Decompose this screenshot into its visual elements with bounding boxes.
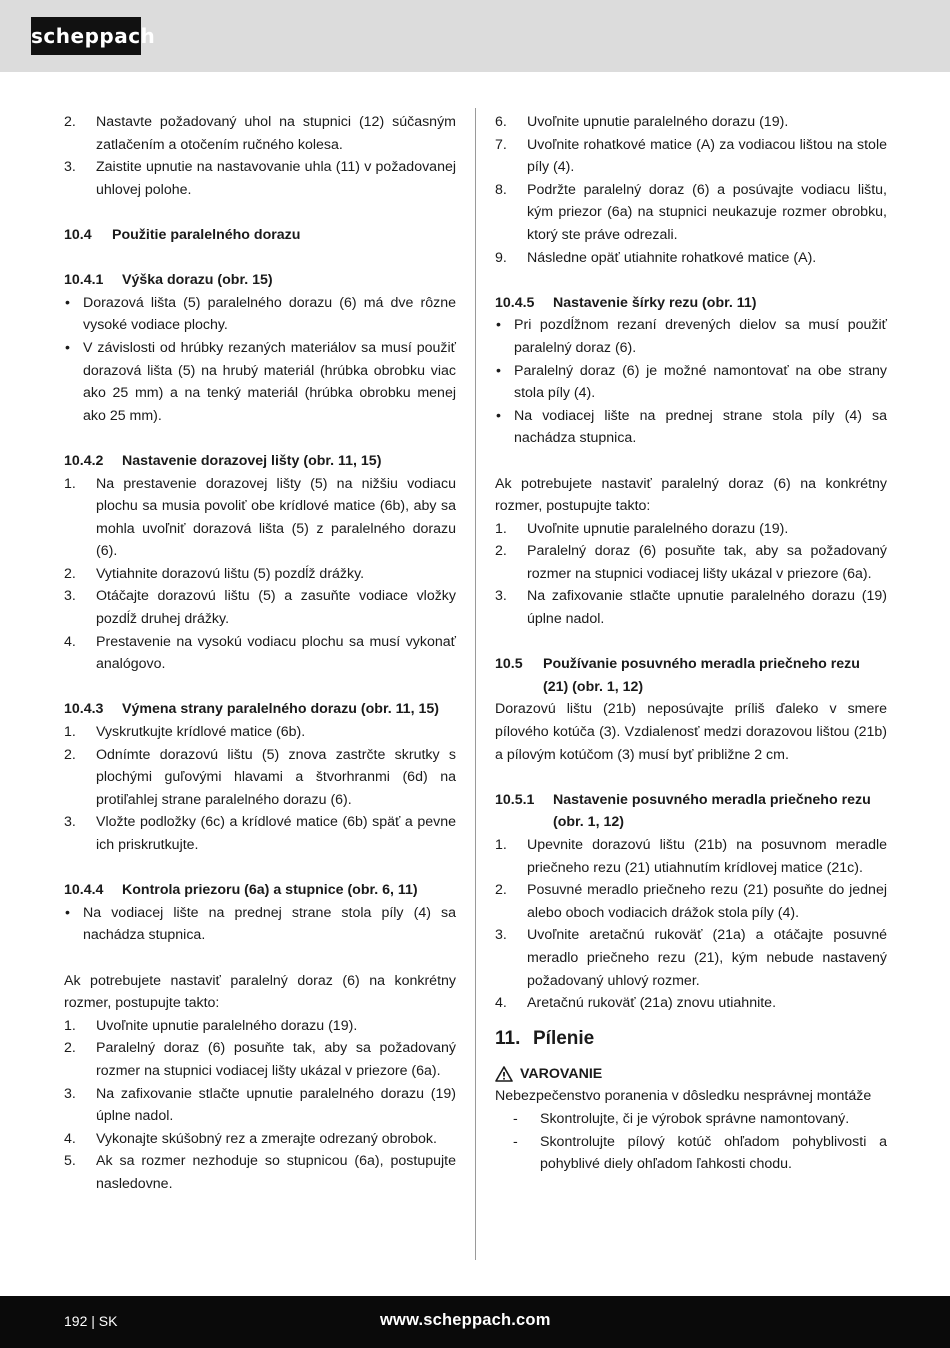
numbered-item	[64, 563, 456, 586]
section-title: Výška dorazu (obr. 15)	[122, 272, 273, 289]
paragraph: Nebezpečenstvo poranenia v dôsledku nesprávnej montáže	[495, 1088, 872, 1105]
item-marker: •	[496, 407, 501, 424]
numbered-item	[495, 924, 887, 992]
section-heading	[64, 879, 456, 902]
item-text: Uvoľnite upnutie paralelného dorazu (19).	[527, 520, 789, 537]
spacer	[64, 247, 456, 270]
spacer	[64, 676, 456, 699]
item-text: Uvoľnite rohatkové matice (A) za vodiacou lištou na stole píly (4).	[527, 136, 887, 176]
section-heading	[495, 292, 887, 315]
spacer	[64, 857, 456, 880]
section-number: 10.4.1	[64, 272, 104, 289]
item-text: Uvoľnite upnutie paralelného dorazu (19).	[527, 114, 789, 130]
item-text: Odnímte dorazovú lištu (5) znova zastrčte skrutky s plochými guľovými hlavami a štvorhranmi (6d) na protiľahlej strane paralelného dorazu (6).	[96, 746, 456, 808]
item-marker: 8.	[495, 181, 507, 198]
numbered-item	[495, 540, 887, 585]
numbered-item	[64, 585, 456, 630]
bullet-item	[495, 360, 887, 405]
item-marker: •	[496, 317, 501, 334]
bullet-item	[64, 902, 456, 947]
warning-triangle-icon	[495, 1066, 513, 1082]
numbered-item	[495, 111, 887, 134]
paragraph: Dorazovú lištu (21b) neposúvajte príliš ďaleko v smere pílového kotúča (3). Vzdialenosť medzi dorazovou lištou (21b) a pílovým kotúčom (3) musí byť približne 2 cm.	[495, 701, 887, 763]
numbered-item	[64, 721, 456, 744]
numbered-item	[64, 1037, 456, 1082]
bullet-item	[64, 337, 456, 427]
section-heading	[495, 789, 887, 834]
numbered-item	[64, 744, 456, 812]
numbered-item	[495, 179, 887, 247]
section-title: Výmena strany paralelného dorazu (obr. 11, 15)	[122, 701, 439, 718]
section-number: 10.4	[64, 226, 92, 243]
section-title: Nastavenie posuvného meradla priečneho rezu (obr. 1, 12)	[553, 791, 871, 831]
item-text: V závislosti od hrúbky rezaných materiálov sa musí použiť dorazová lišta (5) na hrubý materiál (hrúbka obrobku viac ako 25 mm) a na tenký materiál (hrúbka obrobku menej ako 25 mm).	[83, 339, 456, 424]
bullet-item	[495, 314, 887, 359]
item-text: Aretačnú rukoväť (21a) znovu utiahnite.	[527, 995, 777, 1012]
spacer	[64, 427, 456, 450]
warning-heading	[495, 1063, 887, 1086]
bullet-item	[64, 292, 456, 337]
section-number: 10.4.4	[64, 882, 104, 899]
column-divider	[475, 108, 476, 1260]
item-text: Pri pozdĺžnom rezaní drevených dielov sa musí použiť paralelný doraz (6).	[514, 317, 887, 356]
item-marker: -	[513, 1133, 518, 1150]
item-text: Uvoľnite upnutie paralelného dorazu (19).	[96, 1017, 358, 1034]
section-number: 10.5	[495, 656, 523, 673]
item-text: Paralelný doraz (6) je možné namontovať na obe strany stola píly (4).	[514, 362, 887, 402]
item-text: Skontrolujte pílový kotúč ohľadom pohyblivosti a pohyblivé diely ohľadom ľahkosti chodu.	[540, 1133, 887, 1173]
item-marker: 2.	[64, 746, 76, 763]
page-header	[0, 0, 950, 72]
section-heading	[64, 698, 456, 721]
item-marker: 4.	[64, 1130, 76, 1147]
spacer	[495, 631, 887, 654]
section-number: 10.5.1	[495, 791, 535, 808]
item-text: Ak sa rozmer nezhoduje so stupnicou (6a), postupujte nasledovne.	[96, 1153, 456, 1192]
section-title: Nastavenie dorazovej lišty (obr. 11, 15)	[122, 452, 382, 469]
numbered-item	[64, 473, 456, 563]
item-text: Vložte podložky (6c) a krídlové matice (6b) späť a pevne ich priskrutkujte.	[96, 814, 456, 853]
item-marker: •	[65, 904, 70, 921]
item-marker: 9.	[495, 249, 507, 266]
item-marker: •	[65, 339, 70, 356]
numbered-item	[495, 992, 887, 1015]
item-marker: 6.	[495, 114, 507, 130]
item-marker: 1.	[64, 475, 76, 492]
item-text: Uvoľnite aretačnú rukoväť (21a) a otáčajte posuvné meradlo priečneho rezu (21), kým nebude nastavený požadovaný uhlový rozmer.	[527, 927, 887, 989]
section-heading	[64, 269, 456, 292]
item-text: Nastavte požadovaný uhol na stupnici (12) súčasným zatlačením a otočením ručného kolesa.	[96, 114, 456, 153]
item-marker: 1.	[495, 837, 507, 853]
section-title: Používanie posuvného meradla priečneho rezu (21) (obr. 1, 12)	[543, 656, 860, 695]
spacer	[64, 201, 456, 224]
item-marker: 1.	[64, 724, 76, 741]
item-text: Na vodiacej lište na prednej strane stola píly (4) sa nachádza stupnica.	[83, 904, 456, 944]
item-text: Prestavenie na vysokú vodiacu plochu sa musí vykonať analógovo.	[96, 633, 456, 673]
section-number: 10.4.5	[495, 294, 535, 311]
dash-item	[495, 1131, 887, 1176]
left-column	[64, 111, 456, 1196]
numbered-item	[64, 811, 456, 856]
section-title: Nastavenie šírky rezu (obr. 11)	[553, 294, 757, 311]
item-text: Dorazová lišta (5) paralelného dorazu (6) má dve rôzne vysoké vodiace plochy.	[83, 294, 456, 334]
item-marker: 4.	[495, 995, 507, 1012]
numbered-item	[495, 518, 887, 541]
numbered-item	[64, 1128, 456, 1151]
item-marker: 3.	[495, 588, 507, 605]
right-column	[495, 111, 887, 1176]
spacer	[495, 1052, 887, 1063]
numbered-item	[495, 879, 887, 924]
spacer	[495, 450, 887, 473]
item-text: Podržte paralelný doraz (6) a posúvajte vodiacu lištu, kým priezor (6a) na stupnici neukazuje rozmer obrobku, ktorý ste práve odrezali.	[527, 181, 887, 243]
item-marker: 2.	[495, 882, 507, 899]
paragraph: Ak potrebujete nastaviť paralelný doraz (6) na konkrétny rozmer, postupujte takto:	[64, 972, 456, 1012]
item-text: Na zafixovanie stlačte upnutie paralelného dorazu (19) úplne nadol.	[527, 588, 887, 628]
brand-logo: scheppach	[31, 17, 141, 55]
item-marker: 4.	[64, 633, 76, 650]
dash-item	[495, 1108, 887, 1131]
spacer	[495, 269, 887, 292]
spacer	[495, 766, 887, 789]
item-text: Na prestavenie dorazovej lišty (5) na nižšiu vodiacu plochu sa musia povoliť obe krídlové matice (6b), aby sa mohla uvoľniť dorazová lišta (5) z paralelného dorazu (6).	[96, 475, 456, 560]
item-marker: 5.	[64, 1153, 76, 1170]
section-heading	[64, 224, 456, 247]
item-marker: 3.	[64, 1085, 76, 1102]
item-marker: -	[513, 1110, 518, 1127]
section-title: Použitie paralelného dorazu	[112, 226, 301, 243]
item-marker: 7.	[495, 136, 507, 153]
numbered-item	[64, 1083, 456, 1128]
section-heading	[495, 653, 887, 698]
section-heading	[64, 450, 456, 473]
item-text: Paralelný doraz (6) posuňte tak, aby sa požadovaný rozmer na stupnici vodiacej lišty ukázal v priezore (6a).	[96, 1040, 456, 1079]
item-marker: 3.	[64, 814, 76, 831]
paragraph: Ak potrebujete nastaviť paralelný doraz (6) na konkrétny rozmer, postupujte takto:	[495, 475, 887, 515]
item-marker: •	[496, 362, 501, 379]
section-number: 11.	[495, 1027, 521, 1049]
section-heading	[495, 1026, 887, 1052]
section-number: 10.4.3	[64, 701, 104, 718]
item-marker: •	[65, 294, 70, 311]
page-number: 192 | SK	[64, 1313, 118, 1329]
numbered-item	[495, 134, 887, 179]
item-text: Paralelný doraz (6) posuňte tak, aby sa požadovaný rozmer na stupnici vodiacej lišty ukázal v priezore (6a).	[527, 543, 887, 582]
numbered-item	[495, 247, 887, 270]
section-title: Pílenie	[533, 1027, 595, 1049]
item-text: Vyskrutkujte krídlové matice (6b).	[96, 724, 306, 741]
item-marker: 3.	[495, 927, 507, 944]
bullet-item	[495, 405, 887, 450]
item-text: Posuvné meradlo priečneho rezu (21) posuňte do jednej alebo oboch vodiacich drážok stola píly (4).	[527, 882, 887, 921]
numbered-item	[495, 585, 887, 630]
item-text: Následne opäť utiahnite rohatkové matice (A).	[527, 249, 817, 266]
item-text: Na vodiacej lište na prednej strane stola píly (4) sa nachádza stupnica.	[514, 407, 887, 447]
numbered-item	[64, 156, 456, 201]
section-number: 10.4.2	[64, 452, 104, 469]
item-text: Skontrolujte, či je výrobok správne namontovaný.	[540, 1110, 850, 1127]
section-title: Kontrola priezoru (6a) a stupnice (obr. 6, 11)	[122, 882, 418, 899]
item-text: Otáčajte dorazovú lištu (5) a zasuňte vodiace vložky pozdĺž druhej drážky.	[96, 588, 456, 628]
item-marker: 2.	[64, 114, 76, 130]
item-marker: 1.	[495, 520, 507, 537]
item-text: Vytiahnite dorazovú lištu (5) pozdĺž drážky.	[96, 565, 365, 582]
item-marker: 2.	[64, 565, 76, 582]
numbered-item	[64, 1015, 456, 1038]
item-marker: 2.	[495, 543, 507, 560]
item-marker: 1.	[64, 1017, 76, 1034]
item-marker: 3.	[64, 588, 76, 605]
item-text: Upevnite dorazovú lištu (21b) na posuvnom meradle priečneho rezu (21) utiahnutím krídlovej matice (21c).	[527, 837, 887, 876]
numbered-item	[64, 111, 456, 156]
website-url: www.scheppach.com	[380, 1311, 551, 1329]
item-text: Vykonajte skúšobný rez a zmerajte odrezaný obrobok.	[96, 1130, 437, 1147]
item-text: Zaistite upnutie na nastavovanie uhla (11) v požadovanej uhlovej polohe.	[96, 159, 456, 198]
spacer	[64, 947, 456, 970]
item-marker: 3.	[64, 159, 76, 176]
spacer	[495, 1015, 887, 1026]
item-text: Na zafixovanie stlačte upnutie paralelného dorazu (19) úplne nadol.	[96, 1085, 456, 1125]
page-footer	[0, 1296, 950, 1348]
numbered-item	[64, 631, 456, 676]
numbered-item	[495, 834, 887, 879]
numbered-item	[64, 1150, 456, 1195]
warning-label: VAROVANIE	[520, 1065, 603, 1082]
item-marker: 2.	[64, 1040, 76, 1057]
